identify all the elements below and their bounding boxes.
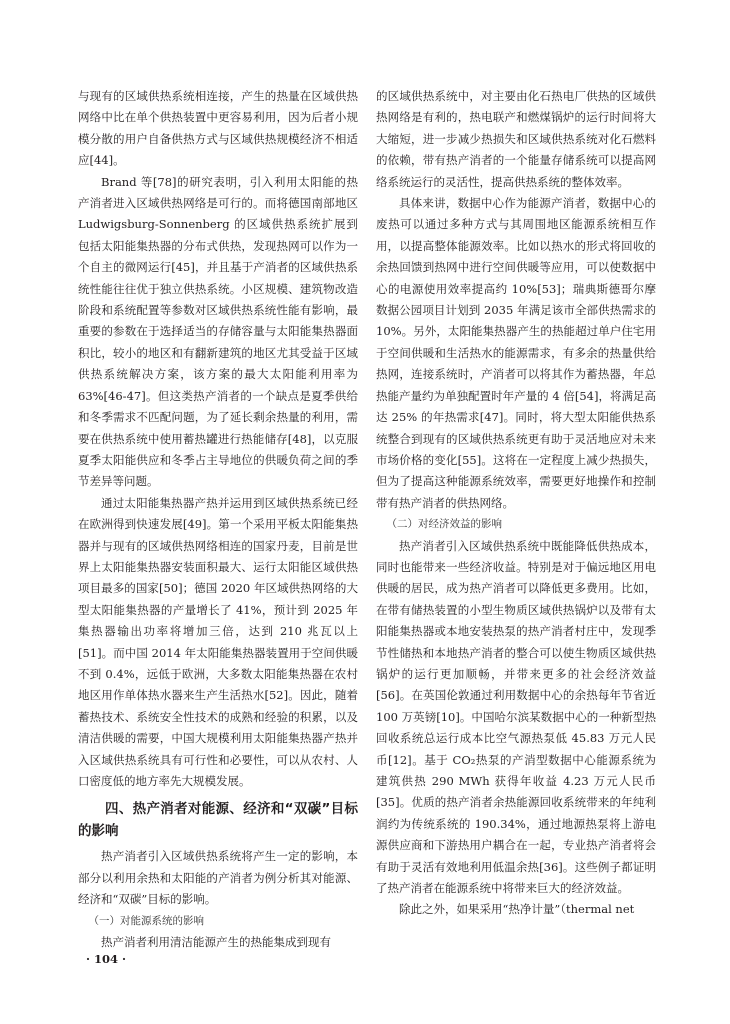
paragraph: 热产消者引入区域供热系统中既能降低供热成本，同时也能带来一些经济收益。特别是对于偏远地区用电供暖的居民，成为热产消者可以降低更多费用。比如，在带有储热装置的小型生物质区域供热锅炉以及带有太阳能集热器或本地安装热泵的热产消者村庄中，发现季节性储热和本地热产消者的整合可以使生物质区域供热锅炉的运行更加顺畅，并带来更多的社会经济效益[56]。在英国伦敦通过利用数据中心的余热每年节省近 100 万英镑[10]。中国哈尔滨某数据中心的一种新型热回收系统总运行成本比空气源热泵低 45.83 万元人民币[12]。基于 CO₂热泵的产消型数据中心能源系统为建筑供热 290 MWh 获得年收益 4.23 万元人民币[35]。优质的热产消者余热能源回收系统带来的年纯利润约为传统系统的 190.34%，通过地源热泵将上游电源供应商和下游热用户耦合在一起，专业热产消者将会有助于灵活有效地利用低温余热[36]。这些例子都证明了热产消者在能源系统中将带来巨大的经济效益。: [376, 538, 656, 896]
subsection-heading: （一）对能源系统的影响: [88, 914, 204, 927]
paragraph: 热产消者引入区域供热系统将产生一定的影响，本部分以利用余热和太阳能的产消者为例分析其对能源、经济和“双碳”目标的影响。: [78, 849, 358, 907]
section-heading: 四、热产消者对能源、经济和“双碳”目标的影响: [78, 801, 358, 840]
paragraph: 热产消者利用清洁能源产生的热能集成到现有: [101, 935, 331, 950]
subsection-heading: （二）对经济效益的影响: [386, 518, 502, 531]
page-number: · 104 ·: [86, 952, 127, 966]
paragraph: 除此之外，如果采用“热净计量”（thermal net: [399, 902, 635, 917]
paragraph: Brand 等[78]的研究表明，引入利用太阳能的热产消者进入区域供热网络是可行的。而将德国南部地区 Ludwigsburg-Sonnenberg 的区域供热系统扩展到包括太阳能集热器的分布式供热，发现热网可以作为一个自主的微网运行[45]，并且基于产消者的区域供热系统性能往往优于独立供热系统。小区规模、建筑物改造阶段和系统配置等参数对区域供热系统性能有影响，最重要的参数在于选择适当的存储容量与太阳能集热器面积比，较小的地区和有翻新建筑的地区尤其受益于区域供热系统解决方案，该方案的最大太阳能利用率为 63%[46-47]。但这类热产消者的一个缺点是夏季供给和冬季需求不匹配问题，为了延长剩余热量的利用，需要在供热系统中使用蓄热罐进行热能储存[48]，以克服夏季太阳能供应和冬季占主导地位的供暖负荷之间的季节差异等问题。: [78, 174, 358, 489]
paragraph: 具体来讲，数据中心作为能源产消者，数据中心的废热可以通过多种方式与其周围地区能源系统相互作用，以提高整体能源效率。比如以热水的形式将回收的余热回馈到热网中进行空间供暖等应用，可以使数据中心的电源使用效率提高约 10%[53]；瑞典斯德哥尔摩数据公园项目计划到 2035 年满足该市全部供热需求的 10%。另外，太阳能集热器产生的热能超过单户住宅用于空间供暖和生活热水的能源需求，有多余的热量供给热网，连接系统时，产消者可以将其作为蓄热器，年总热能产量约为单独配置时年产量的 4 倍[54]，将满足高达 25% 的年热需求[47]。同时，将大型太阳能供热系统整合到现有的区域供热系统更有助于灵活地应对未来市场价格的变化[55]。这将在一定程度上减少热损失，但为了提高这种能源系统效率，需要更好地操作和控制带有热产消者的供热网络。: [376, 196, 656, 510]
paragraph: 的区域供热系统中，对主要由化石热电厂供热的区域供热网络是有利的，热电联产和燃煤锅炉的运行时间将大大缩短，进一步减少热损失和区域供热系统对化石燃料的依赖，带有热产消者的一个能量存储系统可以提高网络系统运行的灵活性，提高供热系统的整体效率。: [376, 89, 656, 189]
right-column: [376, 86, 656, 921]
paragraph: 通过太阳能集热器产热并运用到区域供热系统已经在欧洲得到快速发展[49]。第一个采用平板太阳能集热器并与现有的区域供热网络相连的国家丹麦，目前是世界上太阳能集热器安装面积最大、运行太阳能区域供热项目最多的国家[50]；德国 2020 年区域供热网络的大型太阳能集热器的产量增长了 41%，预计到 2025 年集热器输出功率将增加三倍，达到 210 兆瓦以上[51]。而中国 2014 年太阳能集热器装置用于空间供暖不到 0.4%，远低于欧洲，大多数太阳能集热器在农村地区用作单体热水器来生产生活热水[52]。因此，随着蓄热技术、系统安全性技术的成熟和经验的积累，以及清洁供暖的需要，中国大规模利用太阳能集热器产热并入区域供热系统具有可行性和必要性，可以从农村、人口密度低的地方率先大规模发展。: [78, 495, 358, 788]
left-column: [78, 86, 358, 953]
paragraph: 与现有的区域供热系统相连接，产生的热量在区域供热网络中比在单个供热装置中更容易利用，因为后者小规模分散的用户自备供热方式与区域供热规模经济不相适应[44]。: [78, 89, 358, 168]
